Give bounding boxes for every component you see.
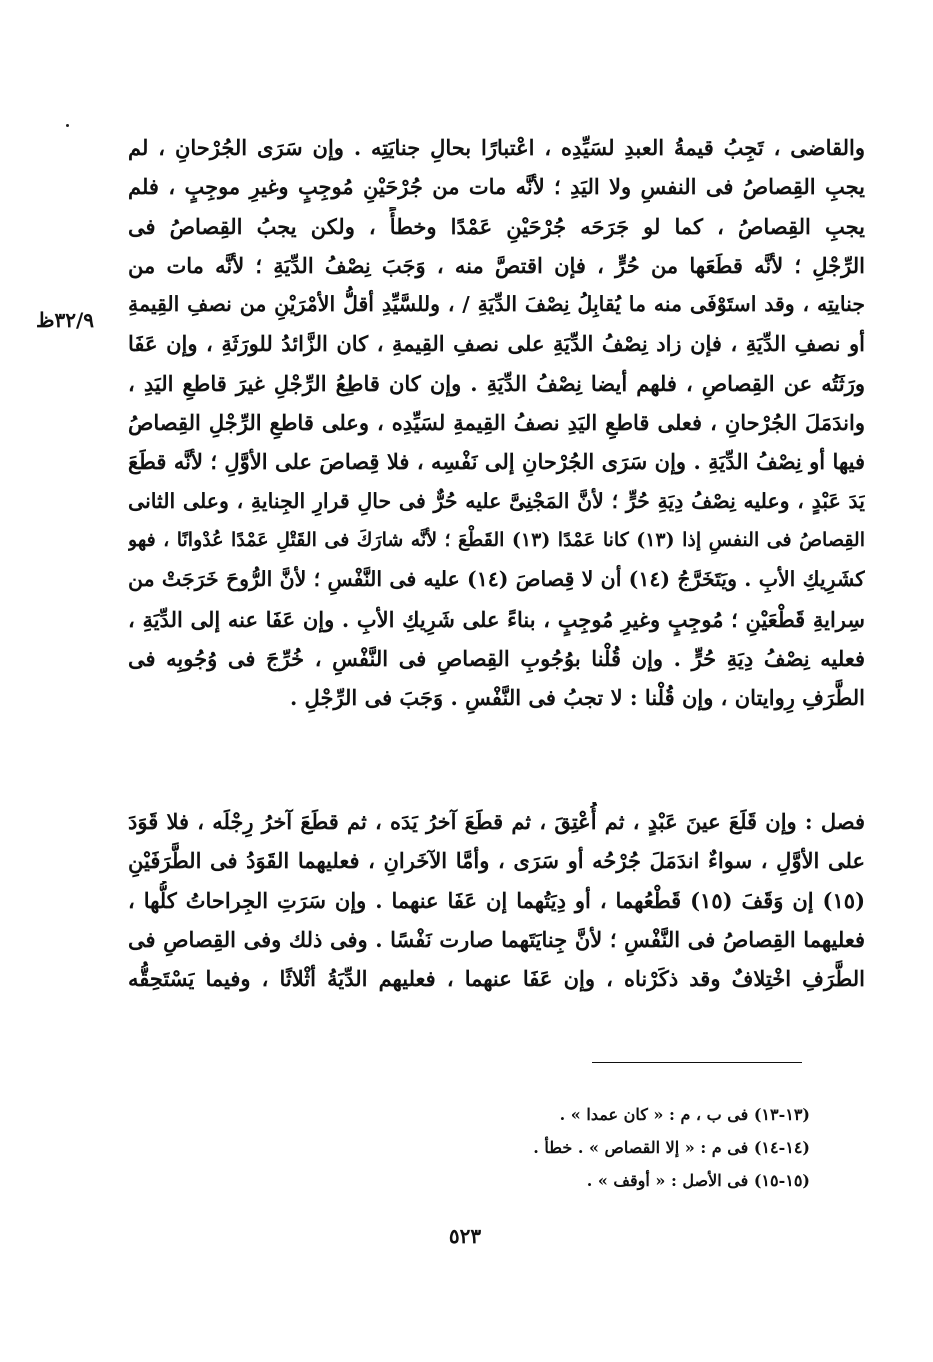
text-line: الرِّجْلِ ؛ لأنَّه قطَعَها من حُرٍّ ، فإن اقتصَّ منه ، وَجَبَ نِصْفُ الدِّيَةِ ؛ لأنَّه مات من (128, 252, 865, 278)
text-line-rest: : وإن قَلَعَ عينَ عَبْدٍ ، ثم أُعْتِقَ ، ثم قطَعَ آخرُ يَدَه ، ثم قطَعَ آخرُ رِجْلَه ، فلا قَوَدَ (128, 809, 821, 834)
text-line: فعليهما القِصاصُ فى النَّفْسِ ؛ لأنَّ جِنايَتَهما صارت نَفْسًا . وفى ذلك وفى القِصاصِ فى (128, 926, 865, 952)
paragraph-1 (128, 128, 865, 717)
footnote: (١٥-١٥) فى الأصل : « أوقف » . (586, 1171, 810, 1190)
text-line: جنايتِه ، وقد استَوْفَى منه ما يُقابِلُ نِصْفَ الدِّيَةِ / ، وللسَّيِّدِ أقلُّ الأمْرَيْنِ من نصفِ القِيمةِ (128, 292, 865, 317)
text-line: والقاضى ، تَجِبُ قيمةُ العبدِ لسَيِّدِه ، اعْتبارًا بحالِ جنايَتِه . وإن سَرَى الجُرْحانِ ، لم (128, 135, 865, 160)
text-line: الطَّرَفِ اخْتِلافٌ وقد ذكَرْناه ، وإن عَفَا عنهما ، فعليهم الدِّيَةُ أثْلاثًا ، وفيما يَسْتَحِقُّه (128, 966, 865, 992)
section-label-fasl: فصل (820, 809, 865, 834)
text-line: يَدَ عَبْدٍ ، وعليه نِصْفُ دِيَةِ حُرٍّ ؛ لأنَّ المَجْنِىَّ عليه حُرٌّ فى حالِ قرارِ الجِنايةِ ، وعلى الثانى (128, 488, 865, 513)
scan-speck (66, 124, 69, 127)
text-line: الطَّرَفِ رِوايتان ، وإن قُلْنا : لا تجبُ فى النَّفْسِ . وَجَبَ فى الرِّجْلِ . (289, 685, 865, 711)
footnote: (١٤-١٤) فى م : « إلا القصاص » . خطأ . (533, 1138, 810, 1157)
text-line: كشَرِيكِ الأبِ . ويَتَخَرَّجُ (١٤) أن لا قِصاصَ (١٤) عليه فى النَّفْسِ ؛ لأنَّ الرُّوحَ خَرَجَتْ من (128, 567, 865, 592)
text-line: على الأوَّلِ ، سواءٌ اندَمَلَ جُرْحُه أو سَرَى ، وأمَّا الآخَرانِ ، فعليهما القَوَدُ فى الطَّرَفَيْنِ (128, 848, 865, 874)
page-number: ٥٢٣ (448, 1224, 482, 1248)
margin-folio-note: ٣٢/٩ظ (36, 308, 95, 332)
text-line: فعليه نِصْفُ دِيَةِ حُرٍّ . وإن قُلْنا بوُجُوبِ القِصاصِ فى النَّفْسِ ، خُرِّجَ فى وُجُوبِه فى (128, 645, 865, 671)
text-line: واندَمَلَ الجُرْحانِ ، فعلى قاطعِ اليَدِ نصفُ القِيمةِ لسَيِّدِه ، وعلى قاطعِ الرِّجْلِ القِصاصُ (128, 410, 865, 436)
text-line: ورَثَتُه عن القِصاصِ ، فلهم أيضا نِصْفُ الدِّيَةِ . وإن كان قاطِعُ الرِّجْلِ غيرَ قاطعِ اليَدِ ، (128, 370, 865, 396)
text-line: أو نصفِ الدِّيَةِ ، فإن زاد نِصْفُ الدِّيَةِ على نصفِ القِيمةِ ، كان الزَّائدُ للورَثَةِ ، وإن عَفَا (128, 331, 865, 357)
footnotes (480, 1098, 810, 1197)
text-line-first (128, 802, 865, 841)
text-line: فيها أو نِصْفُ الدِّيَةِ . وإن سَرَى الجُرْحانِ إلى نَفْسِه ، فلا قِصاصَ على الأوَّلِ ؛ لأنَّه قطَعَ (128, 449, 865, 475)
text-line: يجبِ القِصاصُ فى النفسِ ولا اليَدِ ؛ لأنَّه مات من جُرْحَيْنِ مُوجِبٍ وغيرِ موجِبٍ ، فلم (128, 174, 865, 200)
text-line: القِصاصُ فى النفسِ إذا (١٣) كانا عَمْدًا (١٣) القَطْعَ ؛ لأنَّه شارَكَ فى القَتْلِ عَمْدًا عُدْوانًا ، فهو (128, 528, 865, 551)
footnote: (١٣-١٣) فى ب ، م : « كان عمدا » . (559, 1105, 810, 1124)
footnote-divider (592, 1062, 802, 1063)
text-line: يجبِ القِصاصُ ، كما لو جَرَحَه جُرْحَيْنِ عَمْدًا وخطأً ، ولكن يجبُ القِصاصُ فى (128, 213, 865, 239)
text-line: سِرايةِ قَطْعَيْنِ ؛ مُوجِبٍ وغيرِ مُوجِبٍ ، بناءً على شَرِيكِ الأبِ . وإن عَفَا عنه إلى الدِّيَةِ ، (128, 606, 865, 632)
text-line: (١٥) إن وَقَفَ (١٥) قَطْعُهما ، أو دِيَتُهما إن عَفَا عنهما . وإن سَرَتِ الجِراحاتُ كلُّها ، (128, 887, 865, 913)
paragraph-2-fasl (128, 802, 865, 998)
